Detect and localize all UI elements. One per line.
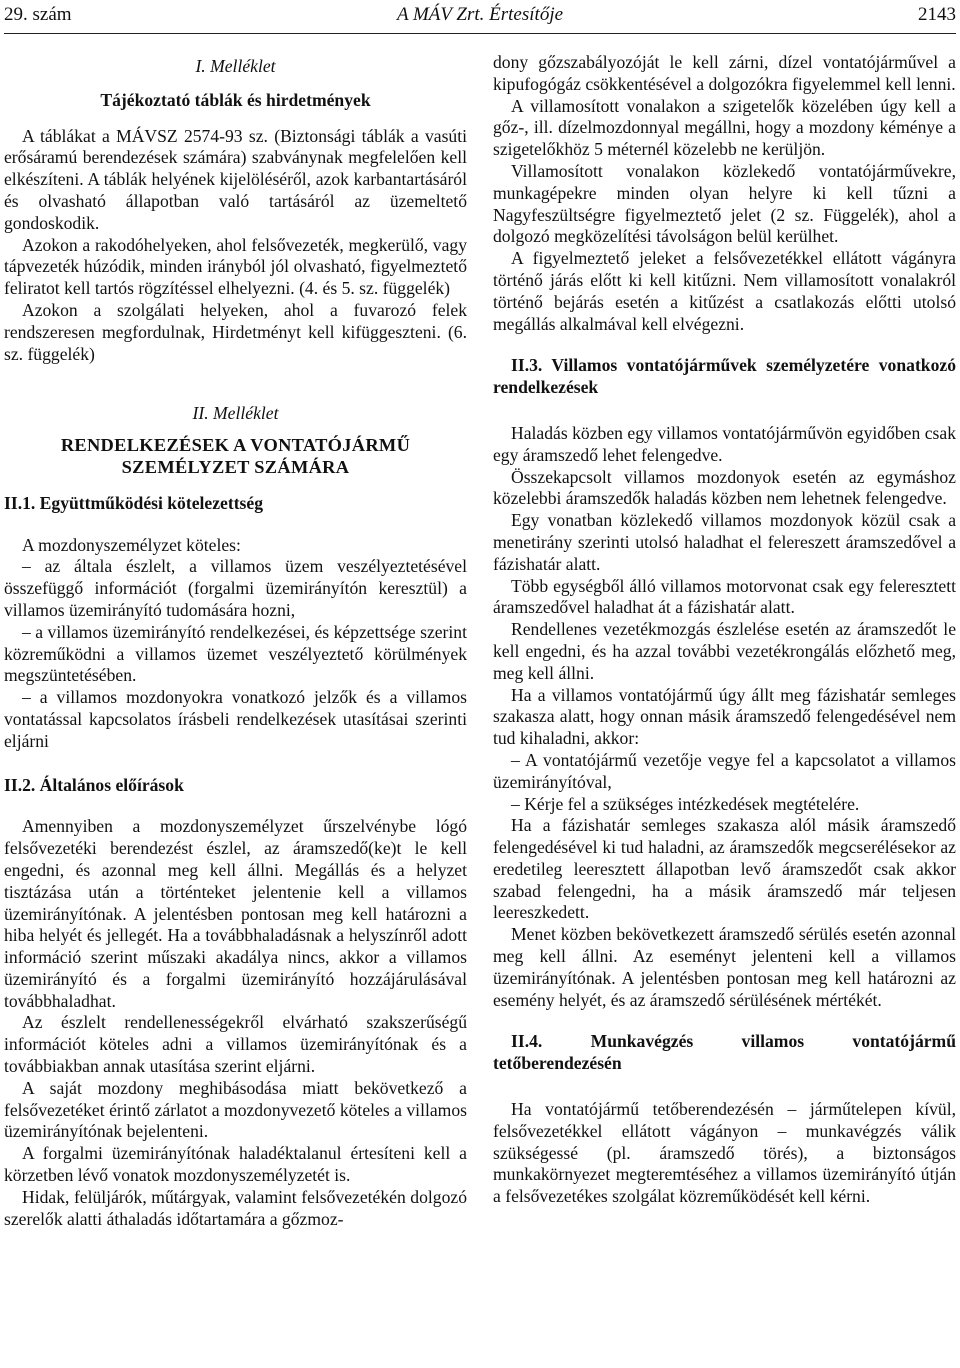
paragraph: Több egységből álló villamos motorvonat csak egy feleresztett áramszedővel haladhat át a fázishatár alatt. <box>493 575 956 618</box>
paragraph: Ha vontatójármű tetőberendezésén – járműtelepen kívül, felsővezetékkel ellátott vágányon – munkavégzés válik szükségessé (pl. áramszedő törés), a biztonságos munkakörnyezet megteremtéséhez a villamos üzemirányító útján a felsővezetékes szolgálat közreműködését kell kérni. <box>493 1099 956 1207</box>
paragraph: Ha a fázishatár semleges szakasza alól másik áramszedő felengedésével ki tud haladni, az áramszedők megcserélésekor az eredetileg leeresztett állapotban levő áramszedőt csak akkor szabad felengedni, ha a másik áramszedő már teljesen leereszkedett. <box>493 815 956 923</box>
section-heading: II.3. Villamos vontatójárművek személyzetére vonatkozó rendelkezések <box>493 355 956 398</box>
paragraph: Rendellenes vezetékmozgás észlelése esetén az áramszedőt le kell engedni, és ha azzal további vezetékrongálás előzhető meg, meg kell állni. <box>493 619 956 683</box>
paragraph: Összekapcsolt villamos mozdonyok esetén az egymáshoz közelebbi áramszedők haladás közben nem lehetnek felengedve. <box>493 466 956 509</box>
page-number: 2143 <box>918 4 956 25</box>
paragraph: A mozdonyszemélyzet köteles: <box>22 534 241 555</box>
paragraph: A forgalmi üzemirányítónak haladéktalanul értesíteni kell a körzetben lévő vonatok mozdonyszemélyzetét is. <box>4 1143 467 1186</box>
paragraph: Villamosított vonalakon közlekedő vontatójárművekre, munkagépekre minden olyan helyre ki kell tűzni a Nagyfeszültségre figyelmeztető jelet (2 sz. Függelék), ahol a dolgozó megközelítési távolságon belül kerülhet. <box>493 160 956 247</box>
section-heading: II.4. Munkavégzés villamos vontatójármű tetőberendezésén <box>493 1031 956 1074</box>
paragraph: Egy vonatban közlekedő villamos mozdonyok közül csak a menetirány szerinti utolsó haladhat el felereszett áramszedővel a fázishatár alatt. <box>493 510 956 574</box>
list-item: – Kérje fel a szükséges intézkedések megtételére. <box>511 793 860 814</box>
annex-2-title-line-1: RENDELKEZÉSEK A VONTATÓJÁRMŰ <box>60 435 411 456</box>
list-item: – a villamos üzemirányító rendelkezései, és képzettsége szerint közreműködni a villamos üzemet veszélyeztető körülmények megszüntetésében. <box>4 621 467 686</box>
paragraph: Haladás közben egy villamos vontatójárművön egyidőben csak egy áramszedő lehet felengedve. <box>493 422 956 465</box>
list-item: – a villamos mozdonyokra vonatkozó jelzők és a villamos vontatással kapcsolatos írásbeli rendelkezések utasításai szerinti eljárni <box>4 687 467 751</box>
paragraph: A figyelmeztető jeleket a felsővezetékkel ellátott vágányra történő járás előtt ki kell kitűzni. Nem villamosított vonalakról történő bejárás esetén a kitűzést a csatlakozás előtti utolsó megállás alkalmával kell elvégezni. <box>493 248 956 334</box>
journal-title: A MÁV Zrt. Értesítője <box>396 4 564 25</box>
paragraph: Azokon a szolgálati helyeken, ahol a fuvarozó felek rendszeresen megfordulnak, Hirdetményt kell kifüggeszteni. (6. sz. függelék) <box>4 299 467 364</box>
annex-2-label: II. Melléklet <box>192 403 279 424</box>
paragraph: Azokon a rakodóhelyeken, ahol felsővezeték, megkerülő, vagy tápvezeték húzódik, minden irányból jól olvasható, figyelmeztető feliratot kell tartós rögzítéssel elhelyezni. (4. és 5. sz. függelék) <box>4 234 467 299</box>
list-item: – A vontatójármű vezetője vegye fel a kapcsolatot a villamos üzemirányítóval, <box>493 749 956 792</box>
annex-2-title-line-2: SZEMÉLYZET SZÁMÁRA <box>121 456 350 477</box>
left-column <box>4 52 467 1230</box>
section-heading: II.1. Együttműködési kötelezettség <box>4 492 264 513</box>
page-header <box>4 0 956 36</box>
header-rule <box>4 33 956 34</box>
paragraph: A villamosított vonalakon a szigetelők közelében úgy kell a gőz-, ill. dízelmozdonnyal megállni, hogy a mozdony kéménye a szigetelőkhöz 5 méternél közelebb ne kerüljön. <box>493 95 956 160</box>
paragraph: Amennyiben a mozdonyszemélyzet űrszelvénybe lógó felsővezetéki berendezést észlel, az áramszedő(ke)t le kell engedni, és azonnal meg kell állni. Megállás és a helyzet tisztázása után a történteket jelentenie kell a villamos üzemirányítónak. A jelentésben pontosan meg kell határozni a hiba helyét és jellegét. Ha a továbbhaladásnak a helyszínről adott információ szerint műszaki akadálya nincs, akkor a villamos üzemirányító és a forgalmi üzemirányító hozzájárulásával továbbhaladhat. <box>4 816 467 1011</box>
section-heading: II.2. Általános előírások <box>4 774 184 795</box>
paragraph: Ha a villamos vontatójármű úgy állt meg fázishatár semleges szakasza alatt, hogy onnan másik áramszedő felengedésével nem tud kihaladni, akkor: <box>493 684 956 749</box>
paragraph: Hidak, felüljárók, műtárgyak, valamint felsővezetékén dolgozó szerelők alatti áthaladás időtartamára a gőzmoz- <box>4 1186 467 1229</box>
list-item: – az általa észlelt, a villamos üzem veszélyeztetésével összefüggő információt (forgalmi üzemirányítón keresztül) a villamos üzemirányító tudomására hozni, <box>4 556 467 620</box>
paragraph: A saját mozdony meghibásodása miatt bekövetkező a felsővezetéket érintő zárlatot a mozdonyvezető köteles a villamos üzemirányítónak bejelenteni. <box>4 1077 467 1142</box>
paragraph: Menet közben bekövetkezett áramszedő sérülés esetén azonnal meg kell állni. Az eseményt jelenteni kell a villamos üzemirányítónak. A jelentésben pontosan meg kell határozni az esemény helyét, és az áramszedő sérülésének mértékét. <box>493 924 956 1010</box>
right-column <box>493 52 956 1208</box>
paragraph: dony gőzszabályozóját le kell zárni, dízel vontatójárművel a kipufogógáz csökkentésével a dolgozókra figyelemmel kell lenni. <box>493 52 956 94</box>
issue-number: 29. szám <box>4 4 72 25</box>
annex-1-label: I. Melléklet <box>195 56 276 76</box>
paragraph: A táblákat a MÁVSZ 2574-93 sz. (Biztonsági táblák a vasúti erősáramú berendezések számára) szabványnak megfelelően kell elkészíteni. A táblák helyének kijelöléséről, azok karbantartásáról és olvasható állapotban való tartásáról az üzemeltető gondoskodik. <box>4 125 467 233</box>
annex-1-title: Tájékoztató táblák és hirdetmények <box>100 89 371 110</box>
paragraph: Az észlelt rendellenességekről elvárható szakszerűségű információt köteles adni a villamos üzemirányítónak és a továbbiakban annak utasítása szerint eljárni. <box>4 1012 467 1077</box>
